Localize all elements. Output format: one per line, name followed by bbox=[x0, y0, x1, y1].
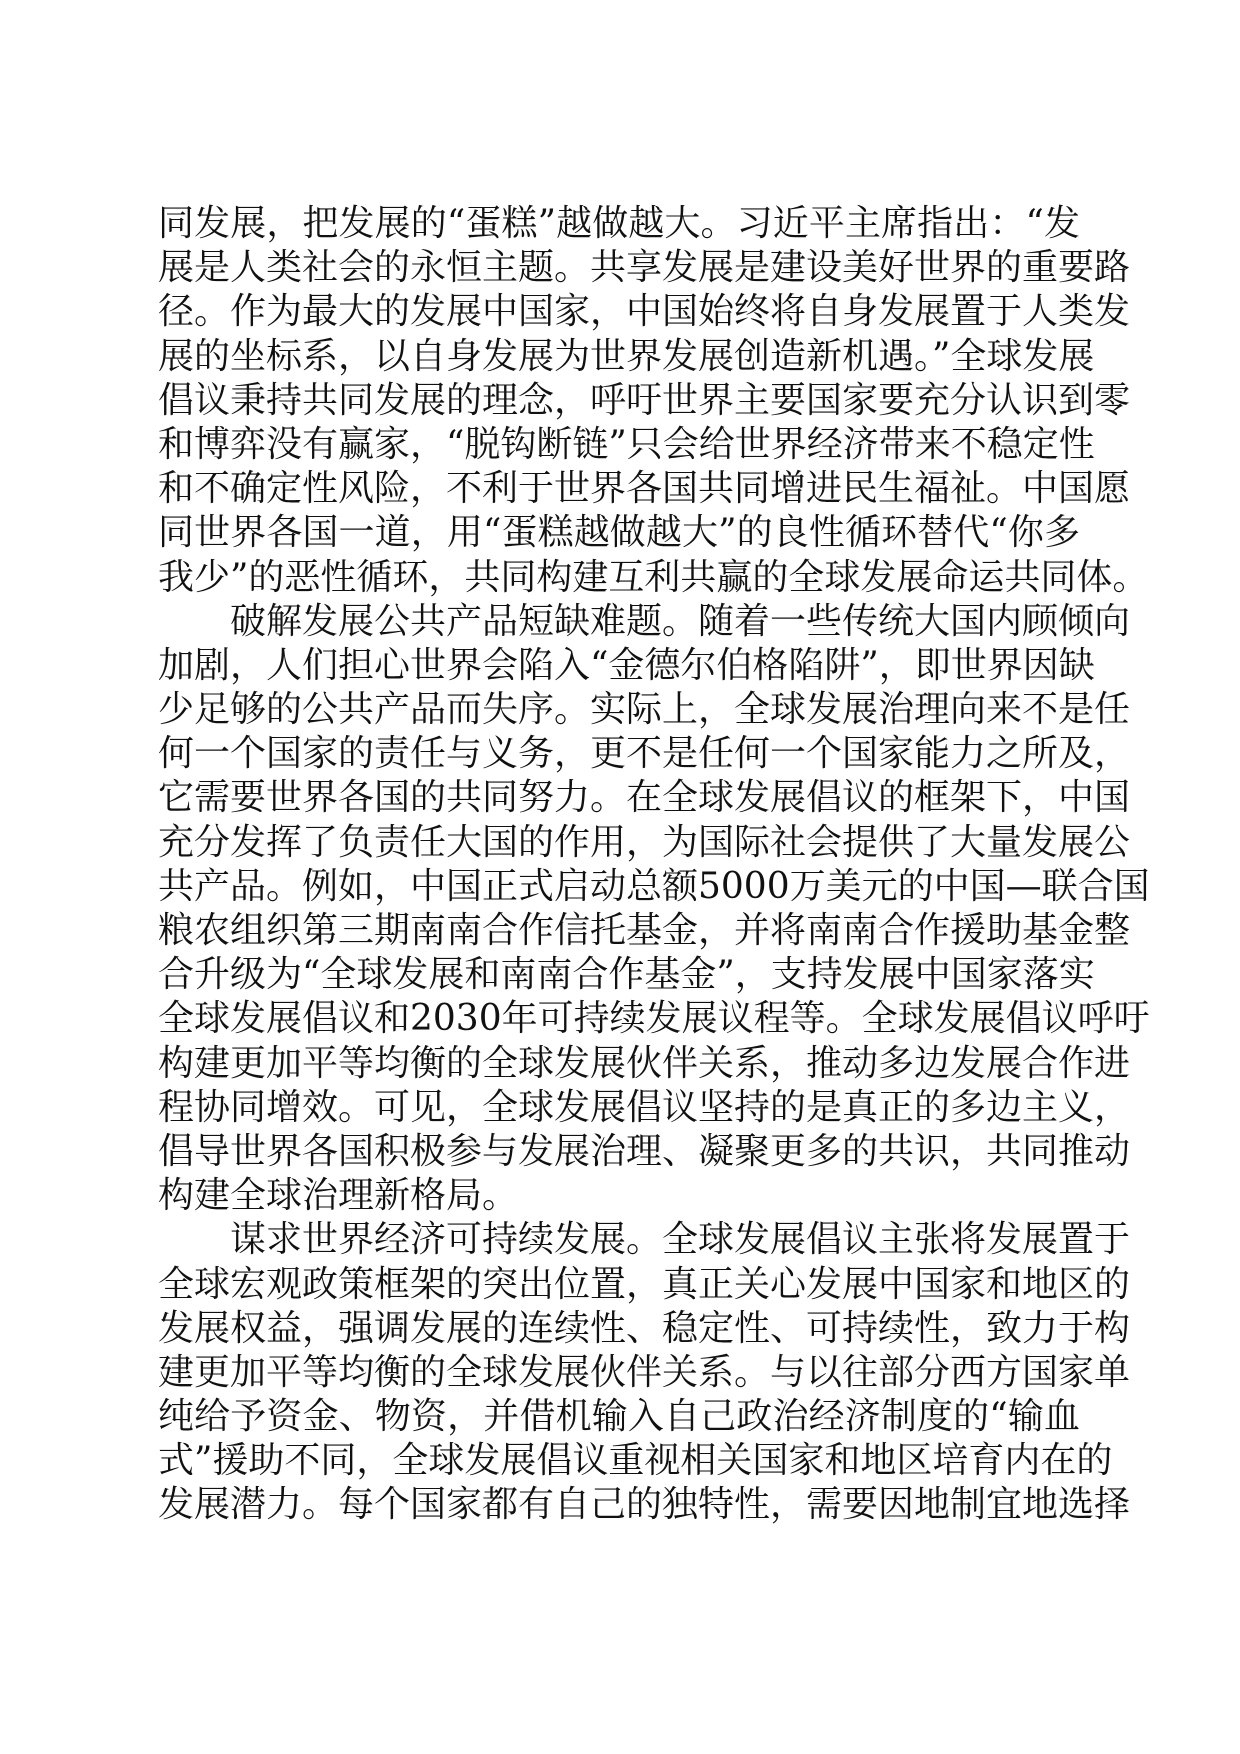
text-line: 构建更加平等均衡的全球发展伙伴关系，推动多边发展合作进 bbox=[158, 1042, 1131, 1084]
text-line: 加剧，人们担心世界会陷入“金德尔伯格陷阱”，即世界因缺 bbox=[158, 644, 1095, 686]
text-line: 全球宏观政策框架的突出位置，真正关心发展中国家和地区的 bbox=[158, 1263, 1131, 1305]
text-line: 径。作为最大的发展中国家，中国始终将自身发展置于人类发 bbox=[158, 291, 1131, 333]
text-line: 纯给予资金、物资，并借机输入自己政治经济制度的“输血 bbox=[158, 1396, 1080, 1438]
text-line: 它需要世界各国的共同努力。在全球发展倡议的框架下，中国 bbox=[158, 777, 1131, 819]
text-line: 和博弈没有赢家，“脱钩断链”只会给世界经济带来不稳定性 bbox=[158, 423, 1095, 465]
text-line: 合升级为“全球发展和南南合作基金”，支持发展中国家落实 bbox=[158, 954, 1095, 996]
text-line: 发展潜力。每个国家都有自己的独特性，需要因地制宜地选择 bbox=[158, 1484, 1131, 1526]
text-line: 粮农组织第三期南南合作信托基金，并将南南合作援助基金整 bbox=[158, 910, 1131, 951]
paragraph-first-line: 谋求世界经济可持续发展。全球发展倡议主张将发展置于 bbox=[230, 1219, 1131, 1261]
text-line: 建更加平等均衡的全球发展伙伴关系。与以往部分西方国家单 bbox=[158, 1351, 1131, 1393]
text-line: 共产品。例如，中国正式启动总额5000万美元的中国—联合国 bbox=[158, 865, 1150, 907]
text-line: 同发展，把发展的“蛋糕”越做越大。习近平主席指出：“发 bbox=[158, 203, 1080, 244]
text-line: 构建全球治理新格局。 bbox=[158, 1175, 519, 1217]
text-line: 程协同增效。可见，全球发展倡议坚持的是真正的多边主义， bbox=[158, 1086, 1131, 1128]
text-line: 倡导世界各国积极参与发展治理、凝聚更多的共识，共同推动 bbox=[158, 1130, 1131, 1172]
text-line: 和不确定性风险，不利于世界各国共同增进民生福祉。中国愿 bbox=[158, 468, 1131, 510]
text-line: 展是人类社会的永恒主题。共享发展是建设美好世界的重要路 bbox=[158, 247, 1131, 289]
article-body bbox=[158, 202, 1150, 1528]
text-line: 同世界各国一道，用“蛋糕越做越大”的良性循环替代“你多 bbox=[158, 512, 1080, 554]
text-line: 发展权益，强调发展的连续性、稳定性、可持续性，致力于构 bbox=[158, 1307, 1131, 1349]
text-line: 式”援助不同，全球发展倡议重视相关国家和地区培育内在的 bbox=[158, 1440, 1113, 1482]
text-line: 全球发展倡议和2030年可持续发展议程等。全球发展倡议呼吁 bbox=[158, 998, 1150, 1040]
text-line: 少足够的公共产品而失序。实际上，全球发展治理向来不是任 bbox=[158, 689, 1131, 731]
text-line: 充分发挥了负责任大国的作用，为国际社会提供了大量发展公 bbox=[158, 821, 1131, 863]
text-line: 倡议秉持共同发展的理念，呼吁世界主要国家要充分认识到零 bbox=[158, 379, 1131, 421]
paragraph-first-line: 破解发展公共产品短缺难题。随着一些传统大国内顾倾向 bbox=[230, 600, 1131, 642]
text-line: 何一个国家的责任与义务，更不是任何一个国家能力之所及， bbox=[158, 733, 1131, 775]
text-line: 展的坐标系，以自身发展为世界发展创造新机遇。”全球发展 bbox=[158, 335, 1095, 377]
text-line: 我少”的恶性循环，共同构建互利共赢的全球发展命运共同体。 bbox=[158, 556, 1149, 598]
